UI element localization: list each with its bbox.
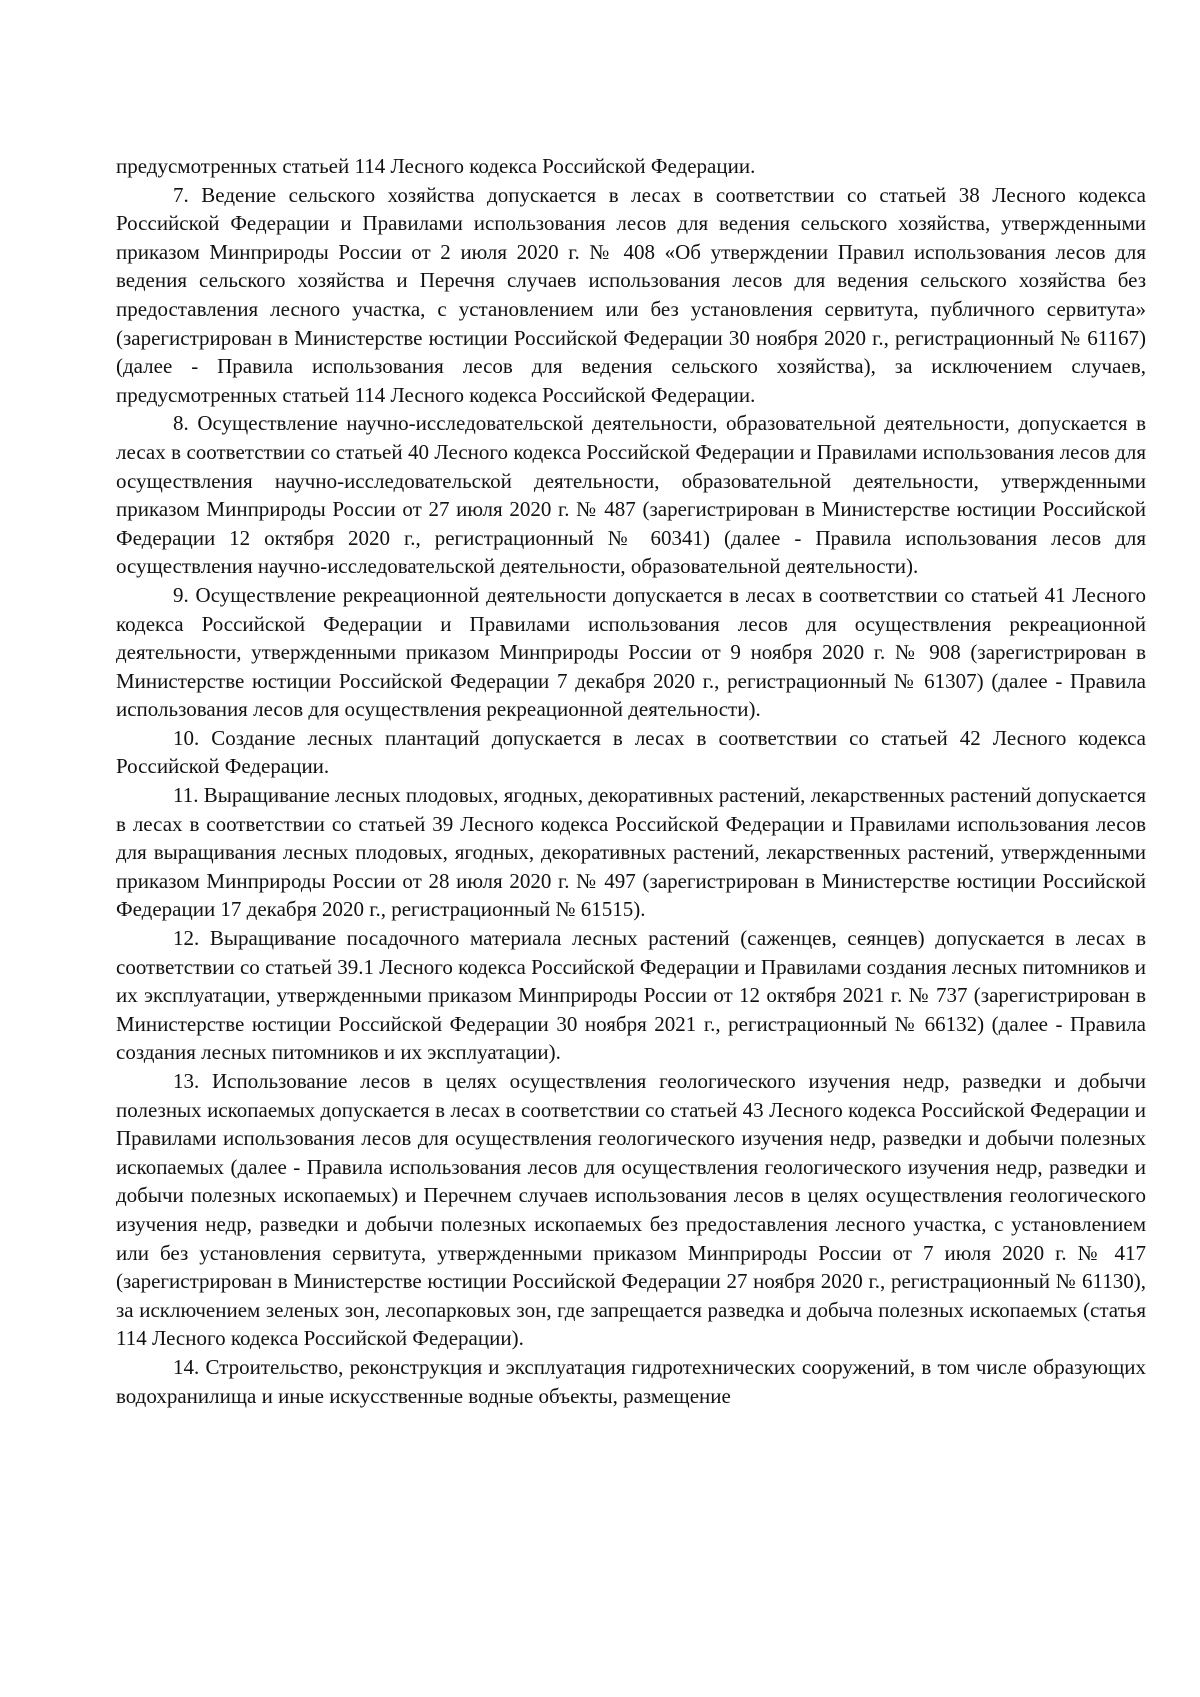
paragraph-continuation: предусмотренных статьей 114 Лесного кодекса Российской Федерации. bbox=[116, 154, 756, 178]
paragraph-11: 11. Выращивание лесных плодовых, ягодных, декоративных растений, лекарственных растений допускается в лесах в соответствии со статьей 39 Лесного кодекса Российской Федерации и Правилами использования лесов для выращивания лесных плодовых, ягодных, декоративных растений, лекарственных растений, утвержденными приказом Минприроды России от 28 июля 2020 г. № 497 (зарегистрирован в Министерстве юстиции Российской Федерации 17 декабря 2020 г., регистрационный № 61515). bbox=[116, 783, 1146, 922]
paragraph-9: 9. Осуществление рекреационной деятельности допускается в лесах в соответствии со статьей 41 Лесного кодекса Российской Федерации и Правилами использования лесов для осуществления рекреационной деятельности, утвержденными приказом Минприроды России от 9 ноября 2020 г. № 908 (зарегистрирован в Министерстве юстиции Российской Федерации 7 декабря 2020 г., регистрационный № 61307) (далее - Правила использования лесов для осуществления рекреационной деятельности). bbox=[116, 582, 1146, 722]
document-body bbox=[116, 152, 1146, 1410]
paragraph-8: 8. Осуществление научно-исследовательской деятельности, образовательной деятельности, допускается в лесах в соответствии со статьей 40 Лесного кодекса Российской Федерации и Правилами использования лесов для осуществления научно-исследовательской деятельности, образовательной деятельности, утвержденными приказом Минприроды России от 27 июля 2020 г. № 487 (зарегистрирован в Министерстве юстиции Российской Федерации 12 октября 2020 г., регистрационный № 60341) (далее - Правила использования лесов для осуществления научно-исследовательской деятельности, образовательной деятельности). bbox=[116, 411, 1146, 579]
paragraph-12: 12. Выращивание посадочного материала лесных растений (саженцев, сеянцев) допускается в лесах в соответствии со статьей 39.1 Лесного кодекса Российской Федерации и Правилами создания лесных питомников и их эксплуатации, утвержденными приказом Минприроды России от 12 октября 2021 г. № 737 (зарегистрирован в Министерстве юстиции Российской Федерации 30 ноября 2021 г., регистрационный № 66132) (далее - Правила создания лесных питомников и их эксплуатации). bbox=[116, 926, 1146, 1065]
paragraph-7: 7. Ведение сельского хозяйства допускается в лесах в соответствии со статьей 38 Лесного кодекса Российской Федерации и Правилами использования лесов для ведения сельского хозяйства, утвержденными приказом Минприроды России от 2 июля 2020 г. № 408 «Об утверждении Правил использования лесов для ведения сельского хозяйства и Перечня случаев использования лесов для ведения сельского хозяйства без предоставления лесного участка, с установлением или без установления сервитута, публичного сервитута» (зарегистрирован в Министерстве юстиции Российской Федерации 30 ноября 2020 г., регистрационный № 61167) (далее - Правила использования лесов для ведения сельского хозяйства), за исключением случаев, предусмотренных статьей 114 Лесного кодекса Российской Федерации. bbox=[116, 182, 1146, 407]
paragraph-10: 10. Создание лесных плантаций допускается в лесах в соответствии со статьей 42 Лесного кодекса Российской Федерации. bbox=[116, 725, 1146, 779]
paragraph-14: 14. Строительство, реконструкция и эксплуатация гидротехнических сооружений, в том числе образующих водохранилища и иные искусственные водные объекты, размещение bbox=[116, 1354, 1146, 1408]
paragraph-13: 13. Использование лесов в целях осуществления геологического изучения недр, разведки и добычи полезных ископаемых допускается в лесах в соответствии со статьей 43 Лесного кодекса Российской Федерации и Правилами использования лесов для осуществления геологического изучения недр, разведки и добычи полезных ископаемых (далее - Правила использования лесов для осуществления геологического изучения недр, разведки и добычи полезных ископаемых) и Перечнем случаев использования лесов в целях осуществления геологического изучения недр, разведки и добычи полезных ископаемых без предоставления лесного участка, с установлением или без установления сервитута, утвержденными приказом Минприроды России от 7 июля 2020 г. № 417 (зарегистрирован в Министерстве юстиции Российской Федерации 27 ноября 2020 г., регистрационный № 61130), за исключением зеленых зон, лесопарковых зон, где запрещается разведка и добыча полезных ископаемых (статья 114 Лесного кодекса Российской Федерации). bbox=[116, 1069, 1146, 1351]
